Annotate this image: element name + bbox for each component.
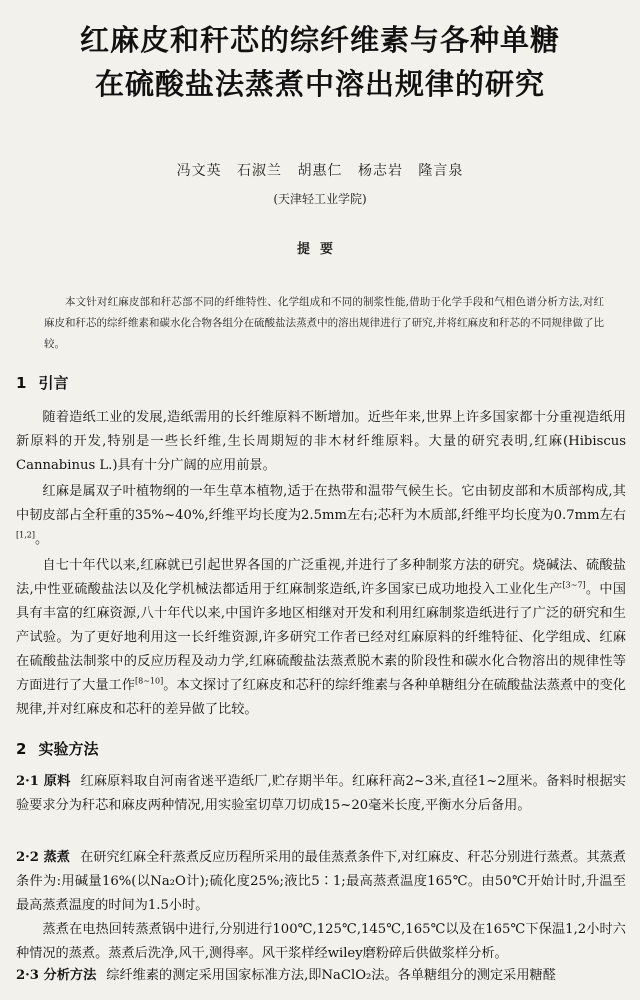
intro-p3-text-3: 。本文探讨了红麻皮和芯秆的综纤维素与各种单糖组分在硫酸盐法蒸煮中的变化规律,并对红麻皮和芯秆的差异做了比较。 bbox=[16, 678, 626, 717]
intro-paragraph-1: 随着造纸工业的发展,造纸需用的长纤维原料不断增加。近些年来,世界上许多国家都十分重视造纸用新原料的开发,特别是一些长纤维,生长周期短的非木材纤维原料。大量的研究表明,红麻(Hibiscus Cannabinus L.)具有十分广阔的应用前景。 bbox=[16, 410, 626, 473]
intro-paragraph-3 bbox=[16, 554, 626, 722]
subsection-label: 2·1 原料 bbox=[16, 774, 71, 789]
intro-p2-end: 。 bbox=[34, 532, 49, 547]
title-line-2: 在硫酸盐法蒸煮中溶出规律的研究 bbox=[94, 67, 545, 101]
title-line-1: 红麻皮和秆芯的综纤维素与各种单糖 bbox=[79, 23, 560, 57]
affiliation: (天津轻工业学院) bbox=[273, 192, 367, 206]
intro-p3-text-2: 。中国具有丰富的红麻资源,八十年代以来,中国许多地区相继对开发和利用红麻制浆造纸进行了广泛的研究和生产试验。为了更好地利用这一长纤维资源,许多研究工作者已经对红麻原料的纤维特征、化学组成、红麻在硫酸盐法制浆中的反应历程及动力学,红麻硫酸盐法蒸煮脱木素的阶段性和碳水化合物溶出的规律性等方面进行了大量工作 bbox=[16, 582, 626, 693]
intro-paragraph-2 bbox=[16, 480, 626, 552]
section-2-heading bbox=[16, 738, 98, 759]
section-title: 实验方法 bbox=[38, 740, 99, 758]
citation: [3~7] bbox=[562, 580, 586, 590]
citation: [1,2] bbox=[16, 530, 35, 540]
citation: [8~10] bbox=[135, 676, 164, 686]
method-2-3 bbox=[16, 964, 626, 988]
method-2-2-text-2: 蒸煮在电热回转蒸煮锅中进行,分别进行100℃,125℃,145℃,165℃以及在165℃下保温1,2小时六种情况的蒸煮。蒸煮后洗净,风干,测得率。风干浆样经wiley磨粉碎后供做浆样分析。 bbox=[16, 922, 626, 961]
method-2-2 bbox=[16, 846, 626, 966]
section-title: 引言 bbox=[38, 374, 69, 392]
method-2-2-text: 在研究红麻全秆蒸煮反应历程所采用的最佳蒸煮条件下,对红麻皮、秆芯分别进行蒸煮。其蒸煮条件为:用碱量16%(以Na₂O计);硫化度25%;液比5∶1;最高蒸煮温度165℃。由50℃开始计时,升温至最高蒸煮温度的时间为1.5小时。 bbox=[16, 850, 626, 913]
section-number: 1 bbox=[16, 374, 27, 392]
method-2-1 bbox=[16, 770, 626, 818]
method-2-1-text: 红麻原料取自河南省迷平造纸厂,贮存期半年。红麻秆高2~3米,直径1~2厘米。备料时根据实验要求分为秆芯和麻皮两种情况,用实验室切草刀切成15~20毫米长度,平衡水分后备用。 bbox=[16, 774, 626, 813]
method-2-3-text: 综纤维素的测定采用国家标准方法,即NaClO₂法。各单糖组分的测定采用糖醛 bbox=[106, 968, 556, 983]
abstract-heading: 提要 bbox=[296, 242, 343, 257]
authors: 冯文英 石淑兰 胡惠仁 杨志岩 隆言泉 bbox=[176, 163, 464, 179]
abstract-text: 本文针对红麻皮部和秆芯部不同的纤维特性、化学组成和不同的制浆性能,借助于化学手段和气相色谱分析方法,对红麻皮和秆芯的综纤维素和碳水化合物各组分在硫酸盐法蒸煮中的溶出规律进行了研究,并将红麻皮和秆芯的不同规律做了比较。 bbox=[44, 296, 604, 350]
intro-p3-text: 自七十年代以来,红麻就已引起世界各国的广泛重视,并进行了多种制浆方法的研究。烧碱法、硫酸盐法,中性亚硫酸盐法以及化学机械法都适用于红麻制浆造纸,许多国家已成功地投入工业化生产 bbox=[16, 558, 626, 597]
intro-p2-text: 红麻是属双子叶植物纲的一年生草本植物,适于在热带和温带气候生长。它由韧皮部和木质部构成,其中韧皮部占全秆重的35%~40%,纤维平均长度为2.5mm左右;芯秆为木质部,纤维平均长度为0.7mm左右 bbox=[16, 484, 626, 523]
section-1-heading bbox=[16, 372, 68, 393]
subsection-label: 2·3 分析方法 bbox=[16, 968, 97, 983]
subsection-label: 2·2 蒸煮 bbox=[16, 850, 70, 865]
section-number: 2 bbox=[16, 740, 27, 758]
